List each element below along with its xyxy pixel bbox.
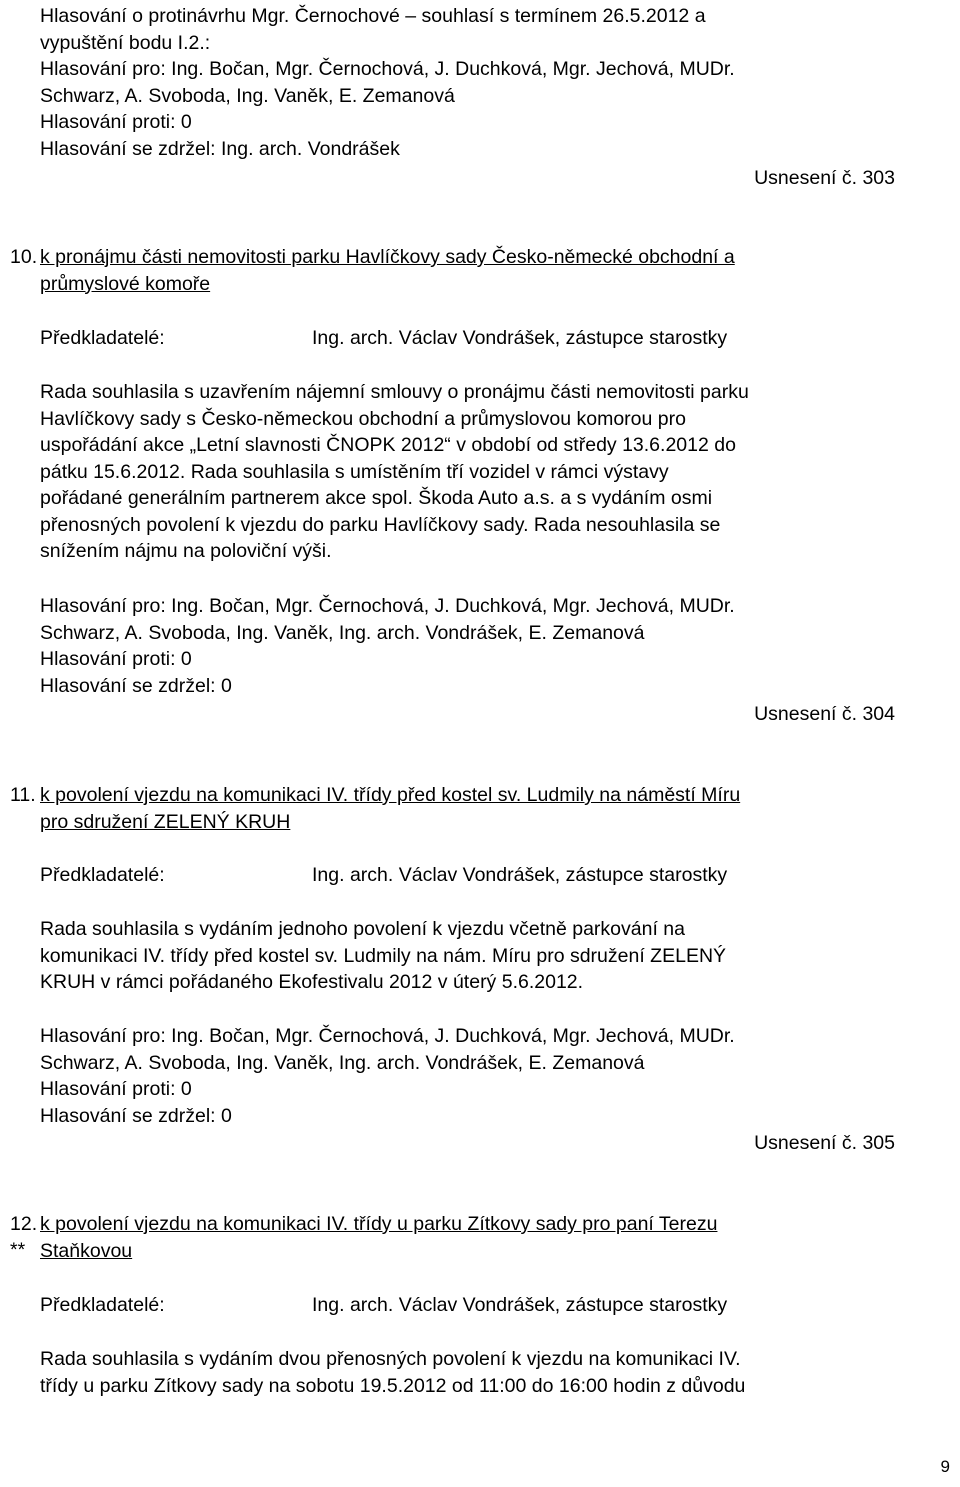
vote-block xyxy=(40,1023,900,1129)
item-body xyxy=(40,916,900,996)
body-line: Rada souhlasila s vydáním jednoho povolení k vjezdu včetně parkování na xyxy=(40,918,685,940)
resolution-number: Usnesení č. 304 xyxy=(754,703,895,725)
presenter-name: Ing. arch. Václav Vondrášek, zástupce starostky xyxy=(312,1294,728,1316)
item-title-line: průmyslové komoře xyxy=(40,272,211,295)
presenter-row xyxy=(40,862,900,889)
presenter-row xyxy=(40,1292,900,1319)
item-title-line: k povolení vjezdu na komunikaci IV. třídy před kostel sv. Ludmily na náměstí Míru xyxy=(40,784,741,806)
intro-vote-block xyxy=(40,3,900,162)
item-body xyxy=(40,1346,900,1399)
item-body xyxy=(40,379,900,565)
intro-line: Hlasování pro: Ing. Bočan, Mgr. Černochová, J. Duchková, Mgr. Jechová, MUDr. xyxy=(40,58,735,80)
intro-line: vypuštění bodu I.2.: xyxy=(40,31,211,54)
agenda-item-title xyxy=(10,244,900,297)
vote-line: Hlasování se zdržel: 0 xyxy=(40,674,232,697)
item-number: 12. xyxy=(10,1213,38,1235)
presenter-name: Ing. arch. Václav Vondrášek, zástupce starostky xyxy=(312,864,728,886)
body-line: pořádané generálním partnerem akce spol. Škoda Auto a.s. a s vydáním osmi xyxy=(40,487,713,509)
body-line: komunikaci IV. třídy před kostel sv. Ludmily na nám. Míru pro sdružení ZELENÝ xyxy=(40,944,727,967)
presenter-label: Předkladatelé: xyxy=(40,864,165,886)
item-title-line: k pronájmu části nemovitosti parku Havlíčkovy sady Česko-německé obchodní a xyxy=(40,246,735,268)
vote-line: Hlasování pro: Ing. Bočan, Mgr. Černochová, J. Duchková, Mgr. Jechová, MUDr. xyxy=(40,1025,735,1047)
vote-line: Schwarz, A. Svoboda, Ing. Vaněk, Ing. arch. Vondrášek, E. Zemanová xyxy=(40,1051,645,1074)
item-number: 11. xyxy=(10,784,36,806)
presenter-label: Předkladatelé: xyxy=(40,327,165,349)
item-number: 10. xyxy=(10,246,38,268)
vote-line: Hlasování proti: 0 xyxy=(40,1078,192,1100)
intro-line: Hlasování proti: 0 xyxy=(40,111,192,133)
body-line: uspořádání akce „Letní slavnosti ČNOPK 2012“ v období od středy 13.6.2012 do xyxy=(40,434,736,456)
body-line: snížením nájmu na poloviční výši. xyxy=(40,540,332,562)
item-title-line: pro sdružení ZELENÝ KRUH xyxy=(40,810,291,833)
presenter-row xyxy=(40,325,900,352)
vote-block xyxy=(40,593,900,699)
vote-line: Schwarz, A. Svoboda, Ing. Vaněk, Ing. arch. Vondrášek, E. Zemanová xyxy=(40,621,645,644)
intro-line: Hlasování se zdržel: Ing. arch. Vondrášek xyxy=(40,137,400,160)
body-line: KRUH v rámci pořádaného Ekofestivalu 2012 v úterý 5.6.2012. xyxy=(40,971,584,993)
presenter-name: Ing. arch. Václav Vondrášek, zástupce starostky xyxy=(312,327,728,349)
vote-line: Hlasování se zdržel: 0 xyxy=(40,1104,232,1127)
agenda-item-title xyxy=(10,1211,900,1264)
vote-line: Hlasování pro: Ing. Bočan, Mgr. Černochová, J. Duchková, Mgr. Jechová, MUDr. xyxy=(40,595,735,617)
resolution-number: Usnesení č. 303 xyxy=(754,167,895,189)
page-number: 9 xyxy=(940,1457,950,1476)
body-line: Havlíčkovy sady s Česko-německou obchodní a průmyslovou komorou pro xyxy=(40,407,686,430)
agenda-item-title xyxy=(10,782,900,835)
item-number-mark: ** xyxy=(10,1239,26,1261)
resolution-number: Usnesení č. 305 xyxy=(754,1132,895,1154)
vote-line: Hlasování proti: 0 xyxy=(40,648,192,670)
body-line: přenosných povolení k vjezdu do parku Havlíčkovy sady. Rada nesouhlasila se xyxy=(40,513,721,536)
body-line: třídy u parku Zítkovy sady na sobotu 19.5.2012 od 11:00 do 16:00 hodin z důvodu xyxy=(40,1374,746,1397)
item-title-line: Staňkovou xyxy=(40,1239,133,1262)
intro-line: Hlasování o protinávrhu Mgr. Černochové – souhlasí s termínem 26.5.2012 a xyxy=(40,5,706,27)
presenter-label: Předkladatelé: xyxy=(40,1294,165,1316)
body-line: Rada souhlasila s uzavřením nájemní smlouvy o pronájmu části nemovitosti parku xyxy=(40,381,749,403)
item-title-line: k povolení vjezdu na komunikaci IV. třídy u parku Zítkovy sady pro paní Terezu xyxy=(40,1213,718,1235)
body-line: Rada souhlasila s vydáním dvou přenosných povolení k vjezdu na komunikaci IV. xyxy=(40,1348,741,1370)
body-line: pátku 15.6.2012. Rada souhlasila s umístěním tří vozidel v rámci výstavy xyxy=(40,460,669,483)
intro-line: Schwarz, A. Svoboda, Ing. Vaněk, E. Zemanová xyxy=(40,84,455,107)
